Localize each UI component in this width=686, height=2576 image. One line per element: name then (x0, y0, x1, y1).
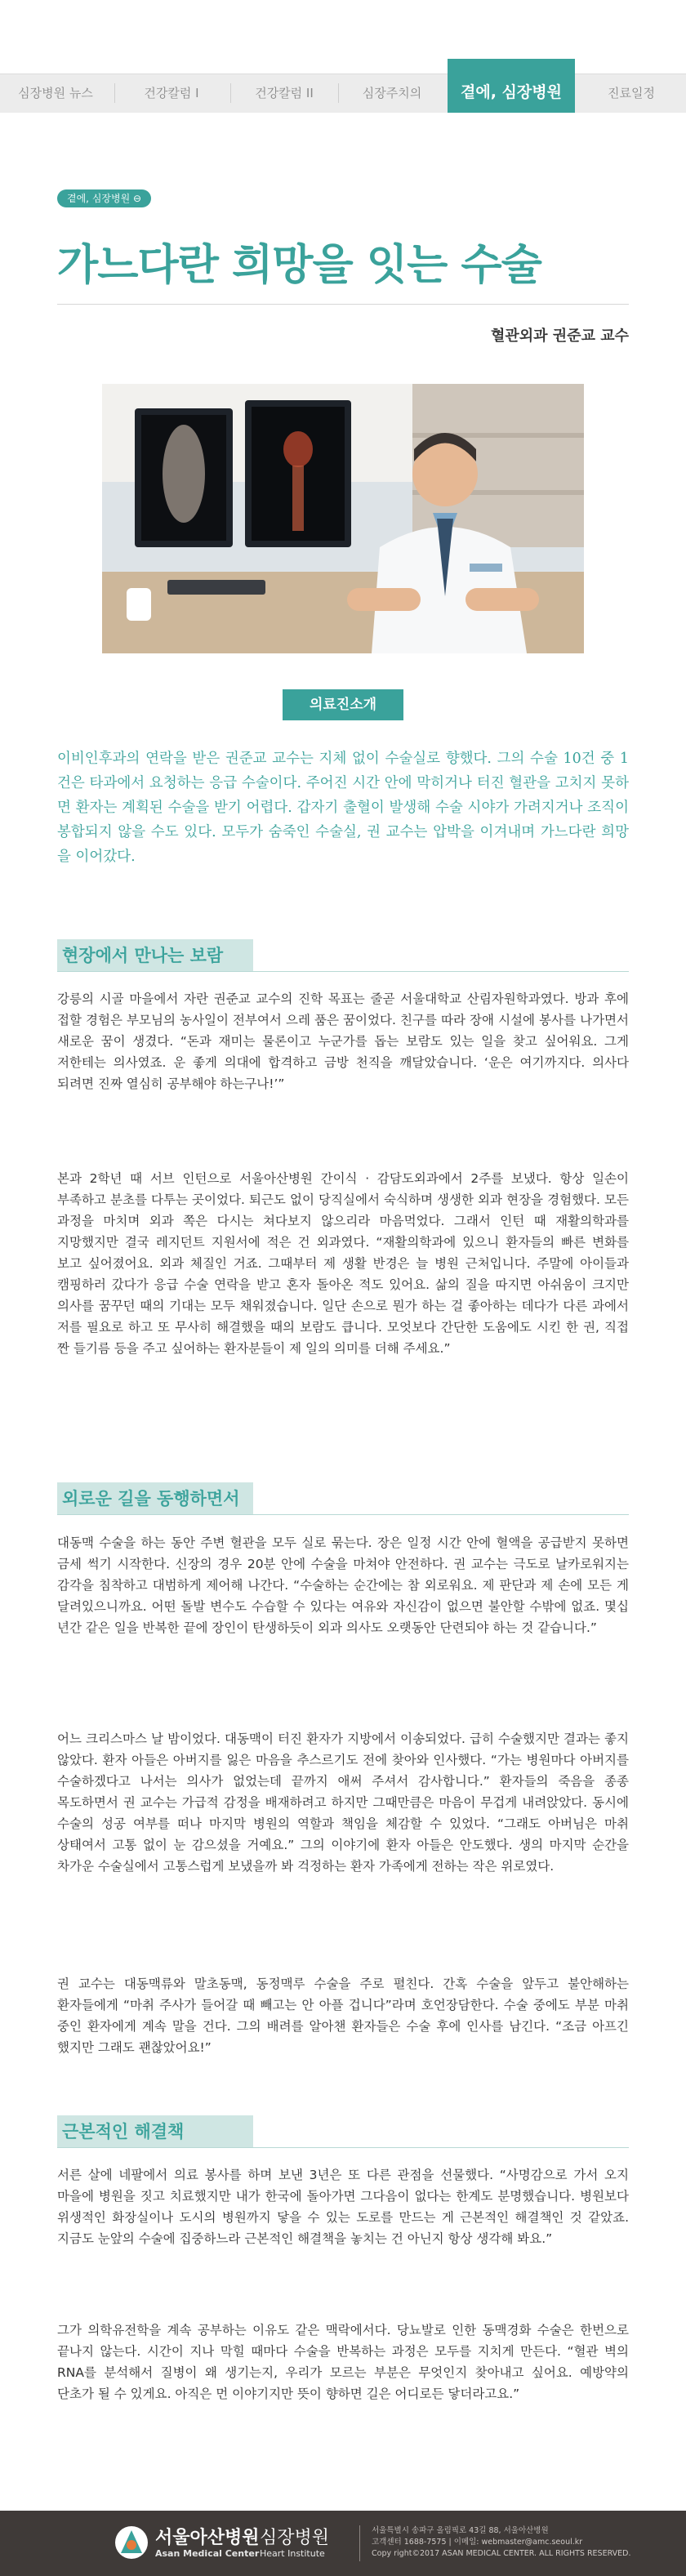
footer-dept-name: 심장병원 (260, 2528, 330, 2548)
footer-contact: 고객센터 1688-7575 | 이메일: webmaster@amc.seoul.kr (372, 2538, 583, 2547)
title-divider (57, 304, 629, 305)
intro-text: 이비인후과의 연락을 받은 권준교 교수는 지체 없이 수술실로 향했다. 그의 수술 10건 중 1건은 타과에서 요청하는 응급 수술이다. 주어진 시간 안에 막히거나 터진 혈관을 고치지 못하면 환자는 계획된 수술을 받기 어렵다. 갑자기 출혈이 발생해 수술 시야가 가려지거나 조직이 봉합되지 않을 수도 있다. 모두가 숨죽인 수술실, 권 교수는 압박을 이겨내며 가느다란 희망을 이어갔다. (57, 751, 629, 865)
section-heading-1 (57, 939, 629, 972)
section-1-paragraph-1: 강릉의 시골 마을에서 자란 권준교 교수의 진학 목표는 줄곧 서울대학교 산림자원학과였다. 방과 후에 접할 경험은 부모님의 농사일이 전부여서 으레 품은 꿈이었다. 친구를 따라 장애 시설에 봉사를 나가면서 새로운 꿈이 생겼다. “돈과 재미는 물론이고 누군가를 돕는 보람도 있는 일을 찾고 싶어워요. 그게 저한테는 의사였죠. 운 좋게 의대에 합격하고 금방 천직을 깨달았습니다. ‘운은 여기까지다. 의사다 되려면 진짜 열심히 공부해야 하는구나!’” (57, 992, 629, 1091)
nav-tab-beside-heart-hospital[interactable]: 곁에, 심장병원 (461, 83, 562, 101)
doctor-office-illustration (102, 384, 584, 653)
section-2-paragraph-3: 권 교수는 대동맥류와 말초동맥, 동정맥루 수술을 주로 펼친다. 간혹 수술을 앞두고 불안해하는 환자들에게 “마취 주사가 들어갈 때 빼고는 안 아플 겁니다”라며 호언장담한다. 수술 중에도 부분 마취 중인 환자에게 계속 말을 건다. 그의 배려를 알아챈 환자들은 수술 후에 인사를 남긴다. “조금 아프긴 했지만 그래도 괜찮았어요!” (57, 1977, 629, 2055)
section-3-paragraph-1: 서른 살에 네팔에서 의료 봉사를 하며 보낸 3년은 또 다른 관점을 선물했다. “사명감으로 가서 오지 마을에 병원을 짓고 치료했지만 내가 한국에 돌아가면 그다음이 없다는 한계도 분명했습니다. 병원보다 위생적인 화장실이나 도시의 병원까지 닿을 수 있는 도로를 만드는 게 근본적인 해결책인 것 같았죠. 지금도 눈앞의 수술에 집중하느라 근본적인 해결책을 놓치는 건 아닌지 항상 생각해 봐요.” (57, 2168, 629, 2246)
top-navigation (0, 0, 686, 113)
section-heading-text: 현장에서 만나는 보람 (62, 946, 224, 965)
section-heading-text: 근본적인 해결책 (62, 2122, 185, 2141)
section-1-paragraph-2: 본과 2학년 때 서브 인턴으로 서울아산병원 간이식 · 감담도외과에서 2주를 보냈다. 항상 일손이 부족하고 분초를 다투는 곳이었다. 퇴근도 없이 당직실에서 숙식하며 생생한 외과 현장을 경험했다. 모든 과정을 마치며 외과 쪽은 다시는 쳐다보지 않으리라 마음먹었다. 그래서 인턴 때 재활의학과를 지망했지만 결국 레지던트 지원서에 적은 건 외과였다. “재활의학과에 있으니 환자들의 빠른 변화를 보고 싶어졌어요. 외과 체질인 거죠. 그때부터 제 생활 반경은 늘 병원 근처입니다. 주말에 아이들과 캠핑하러 갔다가 응급 수술 연락을 받고 혼자 돌아온 적도 있어요. 삶의 질을 따지면 아쉬움이 크지만 의사를 꿈꾸던 때의 기대는 모두 채워졌습니다. 일단 손으로 뭔가 하는 걸 좋아하는 데다가 다른 과에서 저를 필요로 하고 또 무사히 해결했을 때의 보람도 큽니다. 모엇보다 간단한 도움에도 시킨 한 권, 직접 짠 들기름 등을 주고 싶어하는 환자분들이 제 일의 의미를 더해 주세요.” (57, 1171, 629, 1356)
footer-divider (359, 2525, 360, 2561)
footer-contact-info (372, 2525, 631, 2560)
hospital-logo-icon (114, 2525, 149, 2560)
nav-tab-health-column-2[interactable]: 건강칼럼 II (255, 86, 314, 100)
footer-copyright: Copy right©2017 ASAN MEDICAL CENTER. ALL RIGHTS RESERVED. (372, 2549, 631, 2558)
footer (0, 2511, 686, 2576)
section-heading-3 (57, 2115, 629, 2148)
section-heading-2 (57, 1482, 629, 1515)
nav-separator (114, 83, 115, 103)
section-heading-text: 외로운 길을 동행하면서 (62, 1489, 240, 1509)
author-byline: 혈관외과 권준교 교수 (490, 328, 629, 345)
doctor-photo (102, 384, 584, 653)
nav-tab-health-column-1[interactable]: 건강칼럼 I (144, 86, 199, 100)
section-2-paragraph-1: 대동맥 수술을 하는 동안 주변 혈관을 모두 실로 묶는다. 장은 일정 시간 안에 혈액을 공급받지 못하면 금세 썩기 시작한다. 신장의 경우 20분 안에 수술을 마쳐야 안전하다. 권 교수는 극도로 날카로워지는 감각을 침착하고 대범하게 제어해 나간다. “수술하는 순간에는 참 외로워요. 제 판단과 제 손에 모든 게 달려있으니까요. 어떤 돌발 변수도 수습할 수 있다는 여유와 자신감이 없으면 불안할 수밖에 없죠. 몇십 년간 같은 일을 반복한 끝에 장인이 탄생하듯이 외과 의사도 오랫동안 단련되야 하는 것 같습니다.” (57, 1535, 629, 1635)
section-3-paragraph-2: 그가 의학유전학을 계속 공부하는 이유도 같은 맥락에서다. 당뇨발로 인한 동맥경화 수술은 한번으로 끝나지 않는다. 시간이 지나 막힐 때마다 수술을 반복하는 과정은 모두를 지치게 만든다. “혈관 벽의 RNA를 분석해서 질병이 왜 생기는지, 우리가 모르는 부분은 무엇인지 찾아내고 싶어요. 예방약의 단초가 될 수 있게요. 아직은 먼 이야기지만 뜻이 향하면 길은 어디로든 닿더라고요.” (57, 2323, 629, 2401)
nav-tab-schedule[interactable]: 진료일정 (608, 86, 655, 100)
intro-badge: 의료진소개 (283, 689, 403, 720)
nav-separator (230, 83, 231, 103)
section-2-paragraph-2: 어느 크리스마스 날 밤이었다. 대동맥이 터진 환자가 지방에서 이송되었다. 급히 수술했지만 결과는 좋지 않았다. 환자 아들은 아버지를 잃은 마음을 추스르기도 전에 찾아와 인사했다. “가는 병원마다 아버지를 수술하겠다고 나서는 의사가 없었는데 끝까지 애써 주셔서 감사합니다.” 환자들의 죽음을 종종 목도하면서 권 교수는 가급적 감정을 배재하려고 하지만 그때만큼은 마음이 무겁게 내려앉았다. 동시에 수술의 성공 여부를 떠나 마지막 병원의 역할과 책임을 체감할 수 있었다. “그래도 아버님은 마취 상태여서 고통 없이 눈 감으셨을 거예요.” 그의 이야기에 환자 아들은 안도했다. 생의 마지막 순간을 차가운 수술실에서 고통스럽게 보냈을까 봐 걱정하는 환자 가족에게 전하는 작은 위로였다. (57, 1731, 629, 1874)
category-badge: 곁에, 심장병원 ⊖ (57, 189, 151, 207)
footer-hospital-name-en: Asan Medical Center (155, 2548, 260, 2559)
nav-tab-heart-doctor[interactable]: 심장주치의 (362, 86, 422, 100)
nav-separator (338, 83, 339, 103)
nav-tab-heart-news[interactable]: 심장병원 뉴스 (18, 86, 93, 100)
footer-hospital-name: 서울아산병원 (155, 2528, 260, 2548)
footer-dept-name-en: Heart Institute (260, 2548, 325, 2559)
page-title: 가느다란 희망을 잇는 수술 (57, 241, 541, 290)
footer-address: 서울특별시 송파구 올림픽로 43길 88, 서울아산병원 (372, 2526, 549, 2535)
